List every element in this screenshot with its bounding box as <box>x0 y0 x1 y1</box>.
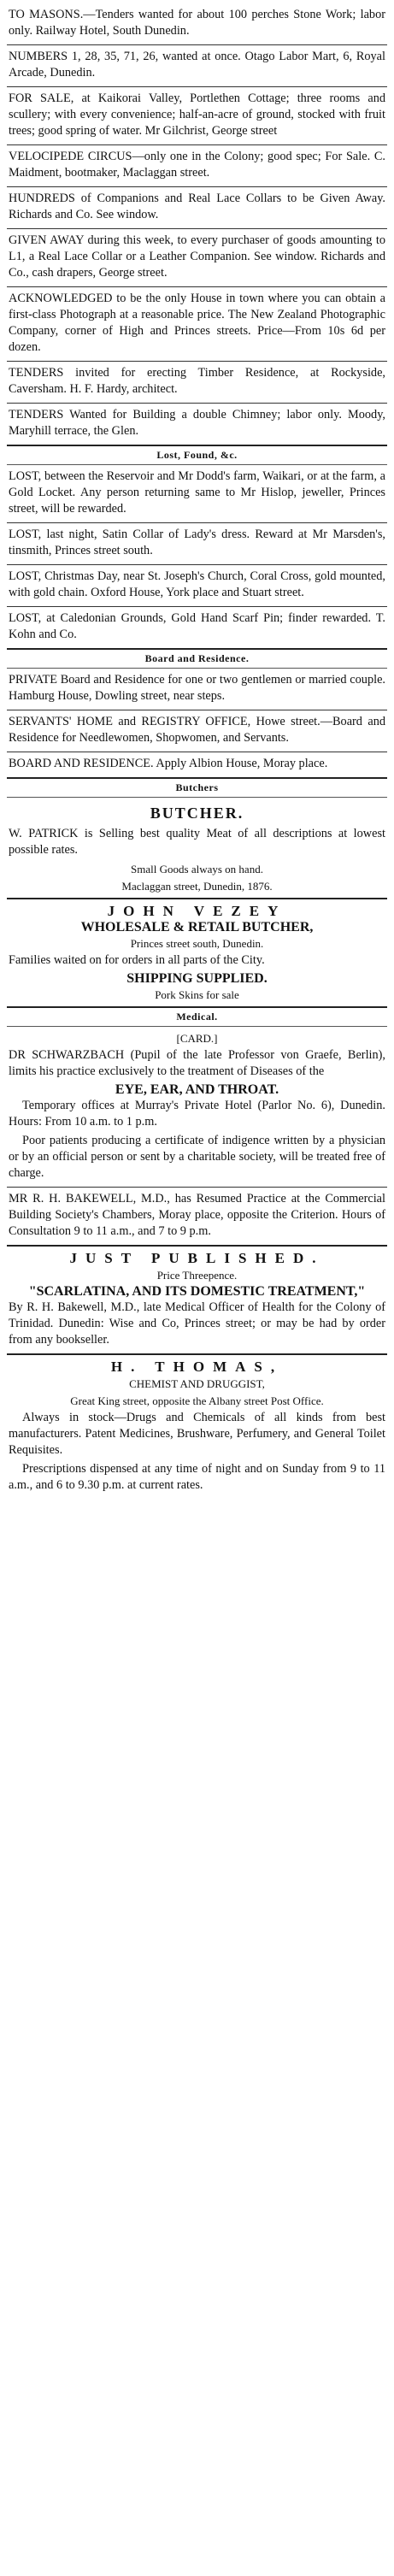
divider <box>7 361 387 362</box>
ad-hundreds <box>7 191 387 226</box>
ad-text: W. PATRICK is Selling best quality Meat of all descriptions at lowest possible rates. <box>9 827 385 857</box>
ad-text: VELOCIPEDE CIRCUS—only one in the Colony; good spec; For Sale. C. Maidment, bootmaker, Maclaggan street. <box>9 150 385 180</box>
newspaper-column <box>7 0 387 1496</box>
ad-bakewell <box>7 1191 387 1242</box>
ad-for-sale <box>7 91 387 142</box>
section-medical: Medical. <box>7 1006 387 1027</box>
ad-prescriptions <box>7 1461 387 1496</box>
ad-text: HUNDREDS of Companions and Real Lace Collars to be Given Away. Richards and Co. See window. <box>9 192 385 221</box>
ad-text: LOST, last night, Satin Collar of Lady's dress. Reward at Mr Marsden's, tinsmith, Princes street south. <box>9 528 385 557</box>
just-published: JUST PUBLISHED. <box>69 1250 325 1266</box>
ad-text: ACKNOWLEDGED to be the only House in town where you can obtain a first-class Photograph at a reasonable price. The New Zealand Photographic Company, corner of High and Princes streets. Price—From 10s 6d per dozen. <box>9 292 385 354</box>
section-lost-found: Lost, Found, &c. <box>7 445 387 465</box>
ad-text: By R. H. Bakewell, M.D., late Medical Officer of Health for the Colony of Trinidad. Dunedin: Wise and Co, Princes street; or may be had by order from any bookseller. <box>9 1300 385 1347</box>
ad-text: SERVANTS' HOME and REGISTRY OFFICE, Howe street.—Board and Residence for Needlewomen, Shopwomen, and Servants. <box>9 715 385 745</box>
ad-text: TENDERS Wanted for Building a double Chimney; labor only. Moody, Maryhill terrace, the Glen. <box>9 408 385 438</box>
butcher-address: Maclaggan street, Dunedin, 1876. <box>121 880 273 893</box>
vezey-name: JOHN VEZEY <box>107 903 287 919</box>
ad-lost-collar <box>7 527 387 562</box>
divider <box>7 1187 387 1188</box>
ad-tenders-chimney <box>7 407 387 442</box>
ad-private-board <box>7 672 387 707</box>
ad-temporary-offices <box>7 1098 387 1133</box>
vezey-shipping: SHIPPING SUPPLIED. <box>126 971 268 986</box>
ad-text: NUMBERS 1, 28, 35, 71, 26, wanted at once. Otago Labor Mart, 6, Royal Arcade, Dunedin. <box>9 50 385 80</box>
divider <box>7 86 387 87</box>
small-goods-line: Small Goods always on hand. <box>131 863 263 875</box>
ad-numbers <box>7 49 387 84</box>
divider <box>7 606 387 607</box>
ad-text: MR R. H. BAKEWELL, M.D., has Resumed Practice at the Commercial Building Society's Chambers, Moray place, opposite the Criterion. Hours of Consultation 9 to 11 a.m., and 7 to 9 p.m. <box>9 1192 385 1238</box>
divider <box>7 522 387 523</box>
ad-text: LOST, between the Reservoir and Mr Dodd's farm, Waikari, or at the farm, a Gold Locket. Any person returning same to Mr Hislop, jeweller, Princes street, will be rewarded. <box>9 469 385 516</box>
ad-text: PRIVATE Board and Residence for one or two gentlemen or married couple. Hamburg House, Dowling street, near steps. <box>9 673 385 703</box>
card-label: [CARD.] <box>176 1032 218 1045</box>
ad-text: Families waited on for orders in all parts of the City. <box>9 953 265 967</box>
ad-bakewell-book <box>7 1300 387 1351</box>
divider <box>7 228 387 229</box>
ad-text: TENDERS invited for erecting Timber Residence, at Rockyside, Caversham. H. F. Hardy, architect. <box>9 366 385 396</box>
ad-lost-locket <box>7 469 387 520</box>
thomas-name: H. THOMAS, <box>110 1359 284 1375</box>
ad-photograph <box>7 291 387 358</box>
ad-patrick-butcher <box>7 826 387 861</box>
ad-text: Always in stock—Drugs and Chemicals of all kinds from best manufacturers. Patent Medicines, Brushware, Perfumery, and General Toilet Requisites. <box>9 1411 385 1457</box>
ad-tenders-timber <box>7 365 387 400</box>
section-butchers: Butchers <box>7 777 387 798</box>
thomas-address: Great King street, opposite the Albany street Post Office. <box>70 1394 324 1407</box>
scarlatina-title: "SCARLATINA, AND ITS DOMESTIC TREATMENT," <box>28 1284 366 1299</box>
divider <box>7 186 387 187</box>
ad-lost-cross <box>7 569 387 604</box>
ad-text: Poor patients producing a certificate of indigence written by a physician or by an official person or sent by a charitable society, will be treated free of charge. <box>9 1134 385 1180</box>
ad-text: FOR SALE, at Kaikorai Valley, Portlethen Cottage; three rooms and scullery; with every convenience; half-an-acre of ground, stocked with fruit trees; good spring of water. Mr Gilchrist, George street <box>9 91 385 138</box>
eye-ear-throat: EYE, EAR, AND THROAT. <box>115 1082 279 1097</box>
ad-servants-home <box>7 714 387 749</box>
ad-schwarzbach <box>7 1047 387 1082</box>
divider <box>7 564 387 565</box>
ad-text: BOARD AND RESIDENCE. Apply Albion House, Moray place. <box>9 757 328 770</box>
divider <box>7 1353 387 1355</box>
ad-always-in-stock <box>7 1410 387 1461</box>
ad-velocipede <box>7 149 387 184</box>
ad-board-residence <box>7 756 387 775</box>
vezey-trade: WHOLESALE & RETAIL BUTCHER, <box>80 920 314 934</box>
divider <box>7 286 387 287</box>
chemist-line: CHEMIST AND DRUGGIST, <box>129 1377 265 1390</box>
ad-masons <box>7 7 387 42</box>
divider <box>7 44 387 45</box>
ad-text: Prescriptions dispensed at any time of night and on Sunday from 9 to 11 a.m., and 6 to 9.30 p.m. at current rates. <box>9 1462 385 1492</box>
ad-text: LOST, Christmas Day, near St. Joseph's Church, Coral Cross, gold mounted, with gold chain. Oxford House, York place and Stuart street. <box>9 569 385 599</box>
divider <box>7 1245 387 1247</box>
divider <box>7 898 387 899</box>
section-board-residence: Board and Residence. <box>7 648 387 669</box>
ad-text: LOST, at Caledonian Grounds, Gold Hand Scarf Pin; finder rewarded. T. Kohn and Co. <box>9 611 385 641</box>
ad-text: GIVEN AWAY during this week, to every purchaser of goods amounting to L1, a Real Lace Collar or a Leather Companion. See window. Richards and Co., cash drapers, George street. <box>9 233 385 280</box>
vezey-body <box>7 952 387 971</box>
ad-text: DR SCHWARZBACH (Pupil of the late Professor von Graefe, Berlin), limits his practice exclusively to the treatment of Diseases of the <box>9 1048 385 1078</box>
butcher-title: BUTCHER. <box>150 805 244 822</box>
ad-text: Temporary offices at Murray's Private Hotel (Parlor No. 6), Dunedin. Hours: From 10 a.m. to 1 p.m. <box>9 1099 385 1129</box>
ad-poor-patients <box>7 1133 387 1184</box>
ad-lost-scarf-pin <box>7 610 387 645</box>
divider <box>7 403 387 404</box>
ad-text: TO MASONS.—Tenders wanted for about 100 perches Stone Work; labor only. Railway Hotel, South Dunedin. <box>9 8 385 38</box>
ad-given-away <box>7 233 387 284</box>
vezey-pork: Pork Skins for sale <box>155 988 239 1001</box>
price-line: Price Threepence. <box>156 1269 238 1282</box>
divider <box>7 144 387 145</box>
vezey-address: Princes street south, Dunedin. <box>130 937 264 950</box>
